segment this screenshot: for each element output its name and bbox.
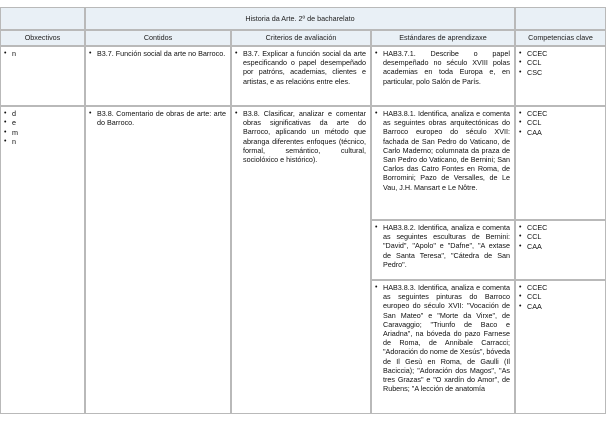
header-obxectivos: Obxectivos xyxy=(0,30,85,46)
row2-contidos: • B3.8. Comentario de obras de arte: arte do Barroco. xyxy=(85,106,231,414)
list-item: • e xyxy=(4,118,16,128)
list-item: • CCEC xyxy=(519,109,548,118)
list-item: • CAA xyxy=(519,127,542,137)
header-contidos: Contidos xyxy=(85,30,231,46)
row1-obxectivos xyxy=(0,46,85,106)
corner-cell-right xyxy=(515,7,606,30)
table-title xyxy=(85,7,515,30)
row2-estandar-3: • HAB3.8.3. Identifica, analiza e comenta as seguintes pinturas do Barroco europeo do século XVII: "Vocación de San Mateo" e "Morte da Virxe", de Caravaggio; "Triunfo de Baco e Ariadna", na bóveda do pazo Farnese de Roma, de Annibale Carracci; "Adoración do nome de Xesús", bóveda de Il Gesù en Roma, de Gaulli (Il Baciccia); "Adoración dos Magos", "As tres Grazas" e "O xardín do Amor", de Rubens; "A lección de anatomía xyxy=(371,280,515,414)
header-competencias: Competencias clave xyxy=(515,30,606,46)
row1-criterios: • B3.7. Explicar a función social da arte especificando o papel desempeñado por patróns, academias, clientes e artistas, e as relacións entre eles. xyxy=(231,46,371,106)
row2-estandar-1: • HAB3.8.1. Identifica, analiza e comenta as seguintes obras arquitectónicas do Barroco europeo do século XVII: fachada de San Pedro do Vaticano, de Carlo Maderno; columnata da praza de San Pedro do Vaticano, de Bernini; San Carlos das Catro Fontes en Roma, de Borromini; Pazo de Versalles, de Le Vau, J.H. Mansart e Le Nôtre. xyxy=(371,106,515,220)
row2-competencias-2 xyxy=(515,220,606,280)
list-item: • CAA xyxy=(519,301,542,311)
row2-criterios: • B3.8. Clasificar, analizar e comentar obras significativas da arte do Barroco, aplicando un método que abranga diferentes enfoques (técnico, formal, semántico, cultural, sociolóxico e histórico). xyxy=(231,106,371,414)
row1-competencias-1 xyxy=(515,46,606,106)
list-item: • CCL xyxy=(519,58,542,68)
header-estandares: Estándares de aprendizaxe xyxy=(371,30,515,46)
list-item: • CCL xyxy=(519,232,542,242)
list-item: • CCL xyxy=(519,118,542,128)
list-item: • n xyxy=(4,49,16,58)
list-item: • CCEC xyxy=(519,49,548,58)
list-item: • m xyxy=(4,127,18,137)
list-item: • CCL xyxy=(519,292,542,302)
list-item: • CAA xyxy=(519,241,542,251)
row1-contidos: • B3.7. Función social da arte no Barroco. xyxy=(85,46,231,106)
table-title-text: Historia da Arte. 2º de bacharelato xyxy=(245,13,355,23)
row2-obxectivos xyxy=(0,106,85,414)
list-item: • d xyxy=(4,109,16,118)
row2-competencias-1 xyxy=(515,106,606,220)
row1-estandar-1: • HAB3.7.1. Describe o papel desempeñado no século XVIII polas academias en toda Europa e, en particular, polo Salón de París. xyxy=(371,46,515,106)
list-item: • CCEC xyxy=(519,223,548,232)
list-item: • CSC xyxy=(519,67,543,77)
list-item: • n xyxy=(4,137,16,147)
corner-cell xyxy=(0,7,85,30)
list-item: • CCEC xyxy=(519,283,548,292)
row2-estandar-2: • HAB3.8.2. Identifica, analiza e comenta as seguintes esculturas de Bernini: "David", "Apolo" e "Dafne", "A extase de Santa Teresa", "Cátedra de San Pedro". xyxy=(371,220,515,280)
row2-competencias-3 xyxy=(515,280,606,414)
header-criterios: Criterios de avaliación xyxy=(231,30,371,46)
